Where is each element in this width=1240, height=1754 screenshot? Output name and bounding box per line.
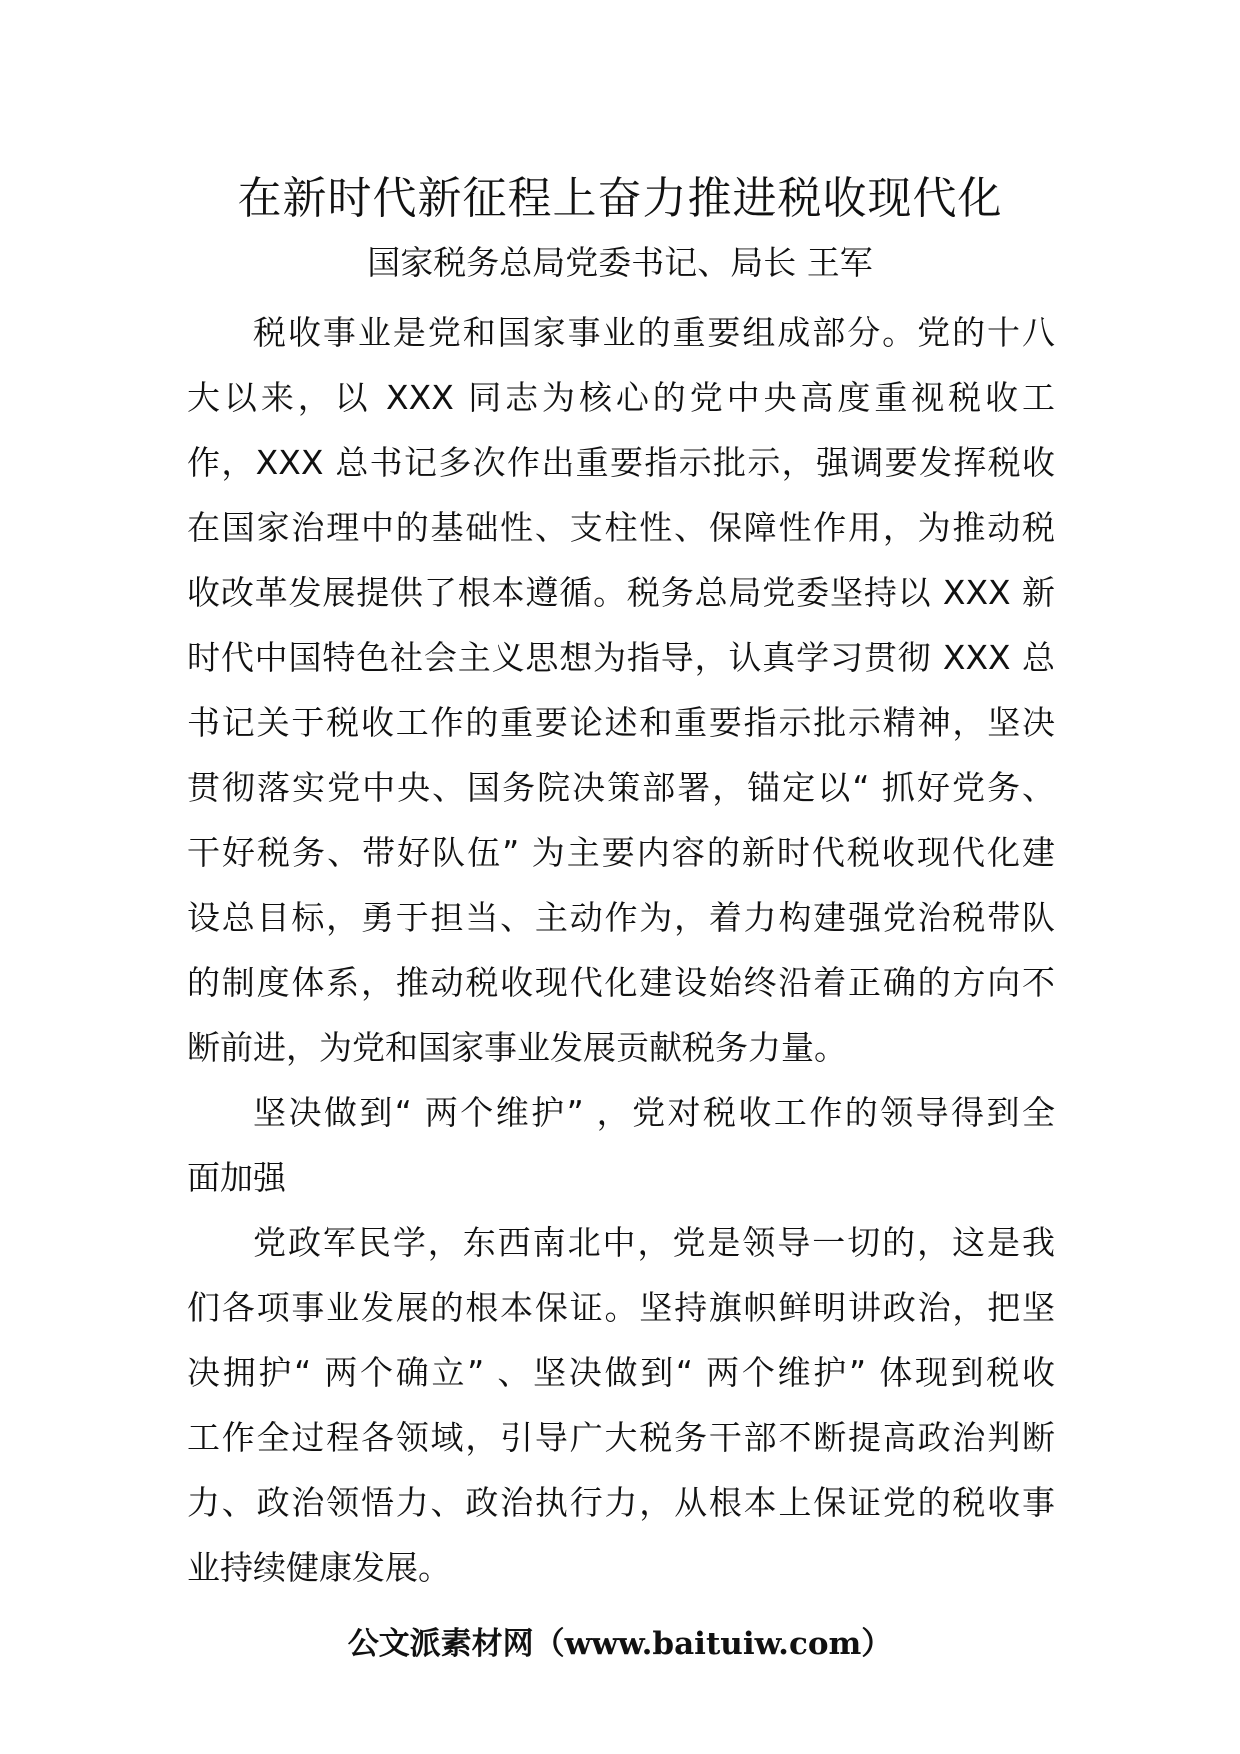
body-line: 时代中国特色社会主义思想为指导，认真学习贯彻 XXX 总 (187, 638, 1055, 677)
body-line: 大以来，以 XXX 同志为核心的党中央高度重视税收工 (187, 378, 1055, 417)
body-line: 的制度体系，推动税收现代化建设始终沿着正确的方向不 (187, 963, 1055, 1002)
article-body (187, 300, 1055, 1600)
body-line: 决拥护“ 两个确立” 、坚决做到“ 两个维护” 体现到税收 (187, 1353, 1055, 1392)
body-line: 党政军民学，东西南北中，党是领导一切的，这是我 (253, 1223, 1055, 1262)
section-heading-line: 面加强 (187, 1158, 286, 1197)
body-line: 断前进，为党和国家事业发展贡献税务力量。 (187, 1028, 847, 1067)
body-line: 们各项事业发展的根本保证。坚持旗帜鲜明讲政治，把坚 (187, 1288, 1055, 1327)
footer-watermark: 公文派素材网（www.baituiw.com） (347, 1626, 893, 1662)
body-line: 干好税务、带好队伍” 为主要内容的新时代税收现代化建 (187, 833, 1055, 872)
body-line: 工作全过程各领域，引导广大税务干部不断提高政治判断 (187, 1418, 1055, 1457)
body-line: 力、政治领悟力、政治执行力，从根本上保证党的税收事 (187, 1483, 1055, 1522)
section-heading-line: 坚决做到“ 两个维护” ，党对税收工作的领导得到全 (253, 1093, 1055, 1132)
body-line: 作，XXX 总书记多次作出重要指示批示，强调要发挥税收 (187, 443, 1055, 482)
body-line: 在国家治理中的基础性、支柱性、保障性作用，为推动税 (187, 508, 1055, 547)
body-line: 收改革发展提供了根本遵循。税务总局党委坚持以 XXX 新 (187, 573, 1055, 612)
article-title: 在新时代新征程上奋力推进税收现代化 (237, 173, 1003, 224)
body-line: 业持续健康发展。 (187, 1548, 451, 1587)
body-line: 书记关于税收工作的重要论述和重要指示批示精神，坚决 (187, 703, 1055, 742)
body-line: 设总目标，勇于担当、主动作为，着力构建强党治税带队 (187, 898, 1055, 937)
author-byline: 国家税务总局党委书记、局长 王军 (367, 243, 873, 282)
body-line: 税收事业是党和国家事业的重要组成部分。党的十八 (253, 313, 1055, 352)
body-line: 贯彻落实党中央、国务院决策部署，锚定以“ 抓好党务、 (187, 768, 1055, 807)
